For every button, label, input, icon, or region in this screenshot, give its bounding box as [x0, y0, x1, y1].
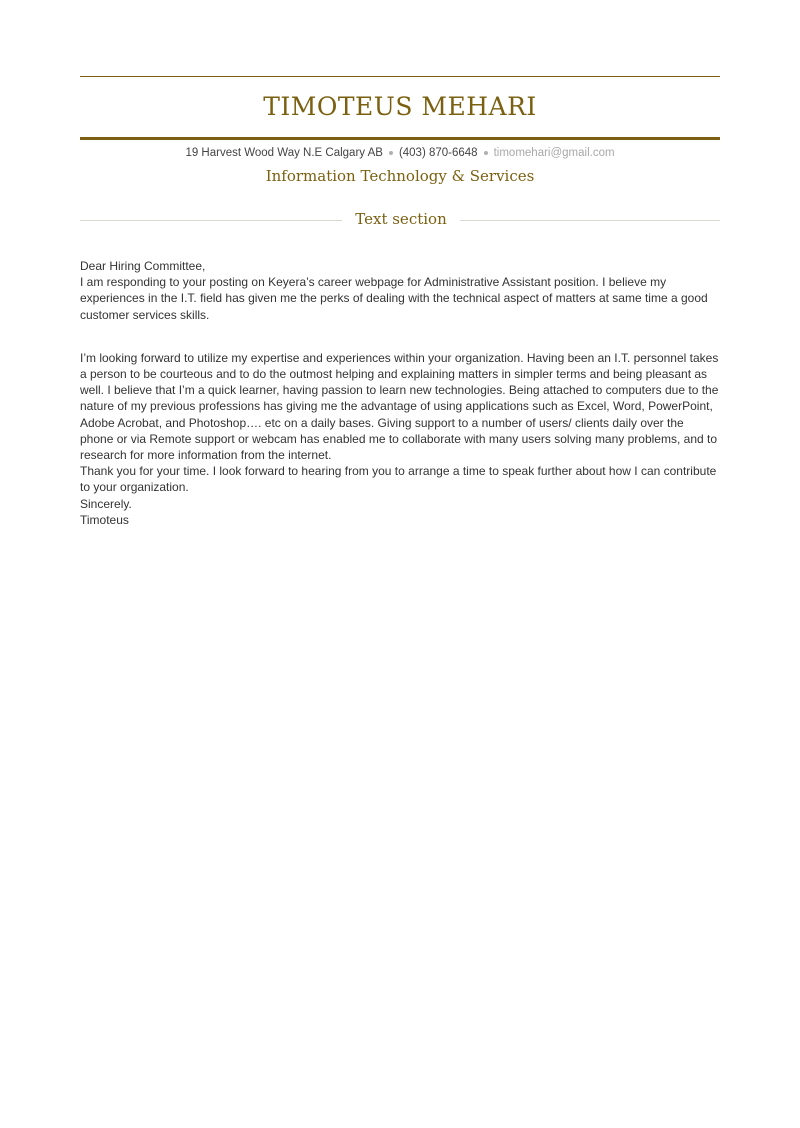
section-divider-right: [460, 220, 720, 221]
letter-paragraph: I am responding to your posting on Keyera’s career webpage for Administrative Assistant position. I believe my experiences in the I.T. field has given me the perks of dealing with the technical aspect of matters at same time a good customer services skills.: [80, 275, 708, 322]
contact-line: [80, 145, 720, 161]
section-title: Text section: [355, 210, 447, 228]
bullet-separator-icon: [389, 151, 393, 155]
email-link[interactable]: timomehari@gmail.com: [493, 147, 615, 159]
bullet-separator-icon: [484, 151, 488, 155]
name-divider: [80, 137, 720, 140]
letter-closing: Sincerely.: [80, 496, 132, 511]
letter-greeting: Dear Hiring Committee,: [80, 259, 206, 273]
section-divider-left: [80, 220, 342, 221]
letter-signature: Timoteus: [80, 512, 129, 527]
paragraph-spacer: [80, 323, 720, 350]
top-divider: [80, 76, 720, 77]
letter-paragraph: I’m looking forward to utilize my expertise and experiences within your organization. Having been an I.T. personnel takes a person to be courteous and to do the outmost helping and explaining matters in simpler terms and being pleasant as well. I believe that I’m a quick learner, having passion to learn new technologies. Being attached to computers due to the nature of my previous professions has giving me the advantage of using applications such as Excel, Word, PowerPoint, Adobe Acrobat, and Photoshop…. etc on a daily bases. Giving support to a number of users/ clients daily over the phone or via Remote support or webcam has enabled me to collaborate with many users solving many problems, and to research for more information from the internet.: [80, 350, 719, 463]
headline: Information Technology & Services: [265, 167, 535, 185]
letter-paragraph: Thank you for your time. I look forward to hearing from you to arrange a time to speak further about how I can contribute to your organization.: [80, 464, 717, 495]
address-text: 19 Harvest Wood Way N.E Calgary AB: [185, 147, 383, 159]
phone-text: (403) 870-6648: [398, 147, 478, 159]
candidate-name: TIMOTEUS MEHARI: [263, 92, 537, 121]
cover-letter-body: [80, 258, 720, 528]
section-header: [80, 208, 720, 230]
